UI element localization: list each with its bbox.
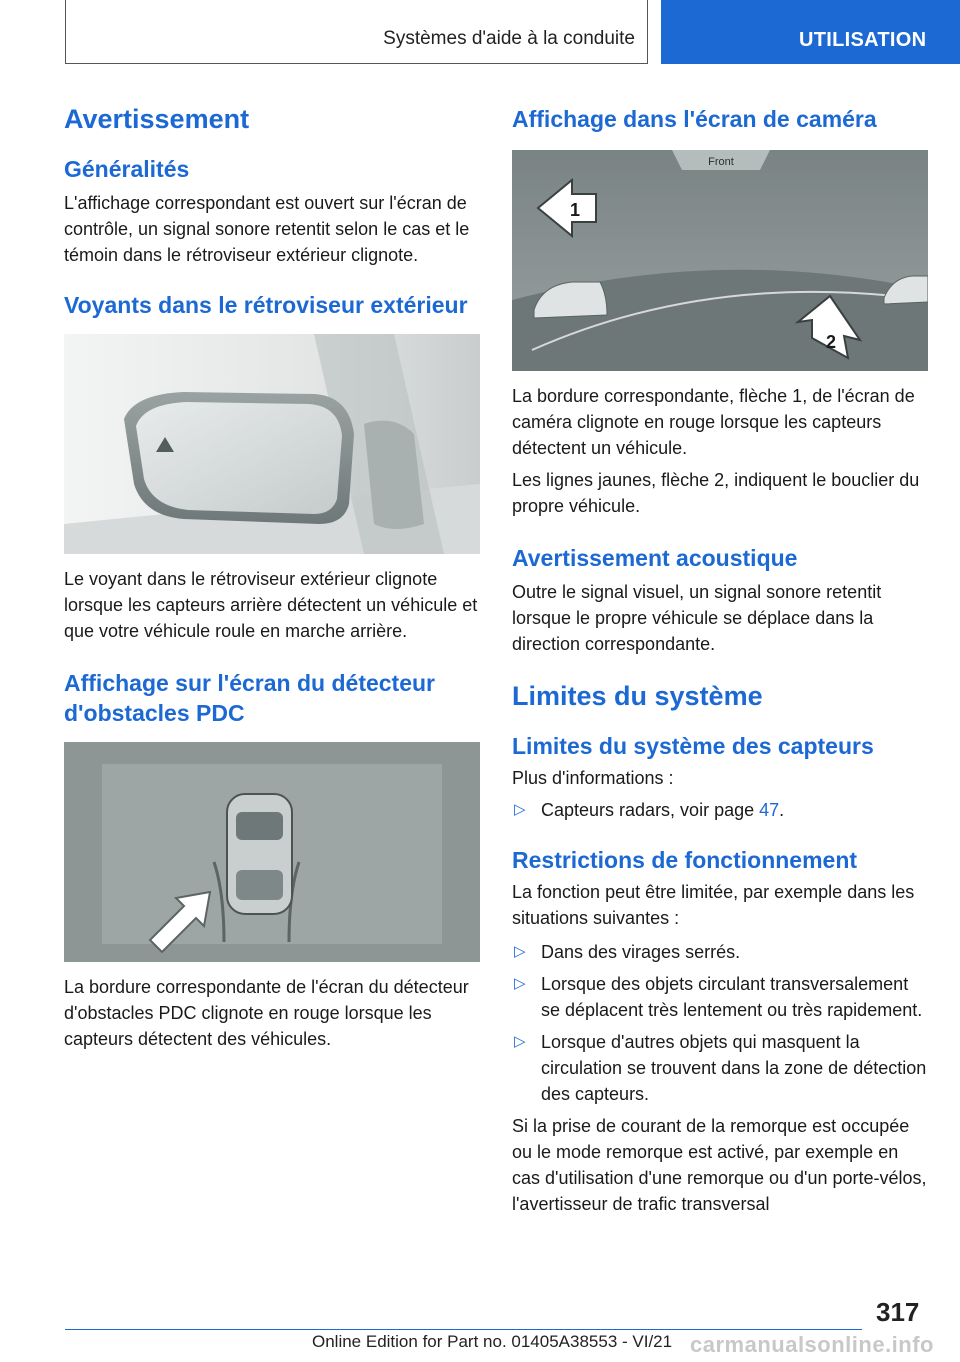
bullet-triangle-icon: ▷ — [514, 1033, 526, 1050]
heading-pdc: Affichage sur l'écran du détecteur d'obstacles PDC — [64, 670, 436, 726]
list-item: ▷ Lorsque des objets circulant transversalement se déplacent très lentement ou très rapidement. — [512, 971, 928, 1023]
section-tab-label: UTILISATION — [799, 29, 927, 51]
heading-camera: Affichage dans l'écran de caméra — [512, 106, 877, 132]
capteurs-list — [512, 797, 928, 823]
heading-generalites: Généralités — [64, 156, 190, 182]
bullet-triangle-icon: ▷ — [514, 975, 526, 992]
section-tab[interactable] — [661, 0, 960, 64]
bullet-triangle-icon: ▷ — [514, 801, 526, 818]
heading-limites-capteurs: Limites du système des capteurs — [512, 733, 874, 759]
footer-edition: Online Edition for Part no. 01405A38553 - VI/21 — [312, 1332, 673, 1351]
pdc-screen-illustration — [64, 742, 480, 962]
paragraph-camera-2: Les lignes jaunes, flèche 2, indiquent le bouclier du propre véhicule. — [512, 470, 920, 516]
car-top-view-icon — [227, 794, 292, 914]
arrow-1-label: 1 — [570, 200, 581, 220]
list-item: ▷ Lorsque d'autres objets qui masquent la circulation se trouvent dans la zone de détection des capteurs. — [512, 1029, 928, 1107]
paragraph-plus-info: Plus d'informations : — [512, 768, 674, 788]
watermark: carmanualsonline.info — [690, 1332, 934, 1357]
paragraph-camera-1: La bordure correspondante, flèche 1, de l'écran de caméra clignote en rouge lorsque les capteurs détectent un véhicule. — [512, 386, 915, 458]
paragraph-generalites: L'affichage correspondant est ouvert sur l'écran de contrôle, un signal sonore retentit selon le cas et le témoin dans le rétroviseur extérieur clignote. — [64, 193, 470, 265]
list-item: ▷ Capteurs radars, voir page 47. — [512, 797, 928, 823]
restrictions-list — [512, 939, 928, 1107]
right-column — [512, 96, 928, 1217]
heading-restrictions: Restrictions de fonctionnement — [512, 847, 858, 873]
chapter-title: Systèmes d'aide à la conduite — [383, 28, 635, 49]
paragraph-pdc: La bordure correspondante de l'écran du détecteur d'obstacles PDC clignote en rouge lorsque les capteurs détectent des véhicules. — [64, 977, 469, 1049]
paragraph-voyants: Le voyant dans le rétroviseur extérieur clignote lorsque les capteurs arrière détectent un véhicule et que votre véhicule roule en marche arrière. — [64, 569, 478, 641]
arrow-2-label: 2 — [826, 332, 837, 352]
front-label: Front — [708, 156, 734, 168]
footer-divider — [65, 1329, 862, 1330]
heading-limites: Limites du système — [512, 681, 763, 711]
heading-avertissement: Avertissement — [64, 104, 250, 134]
mirror-illustration — [64, 334, 480, 554]
page-number: 317 — [876, 1297, 920, 1327]
paragraph-restrictions: La fonction peut être limitée, par exemple dans les situations suivantes : — [512, 882, 915, 928]
paragraph-remorque: Si la prise de courant de la remorque est occupée ou le mode remorque est activé, par exemple en cas d'utilisation d'une remorque ou d'un porte-vélos, l'avertisseur de trafic transversal — [512, 1116, 927, 1214]
heading-voyants: Voyants dans le rétroviseur extérieur — [64, 292, 468, 318]
left-column — [64, 96, 480, 1052]
list-item: ▷ Dans des virages serrés. — [512, 939, 928, 965]
header-title-box — [65, 0, 648, 64]
camera-screen-illustration — [512, 150, 928, 371]
paragraph-acoustique: Outre le signal visuel, un signal sonore retentit lorsque le propre véhicule se déplace dans la direction correspondante. — [512, 582, 882, 654]
bullet-triangle-icon: ▷ — [514, 943, 526, 960]
page-link[interactable]: 47 — [759, 800, 780, 820]
heading-acoustique: Avertissement acoustique — [512, 545, 798, 571]
